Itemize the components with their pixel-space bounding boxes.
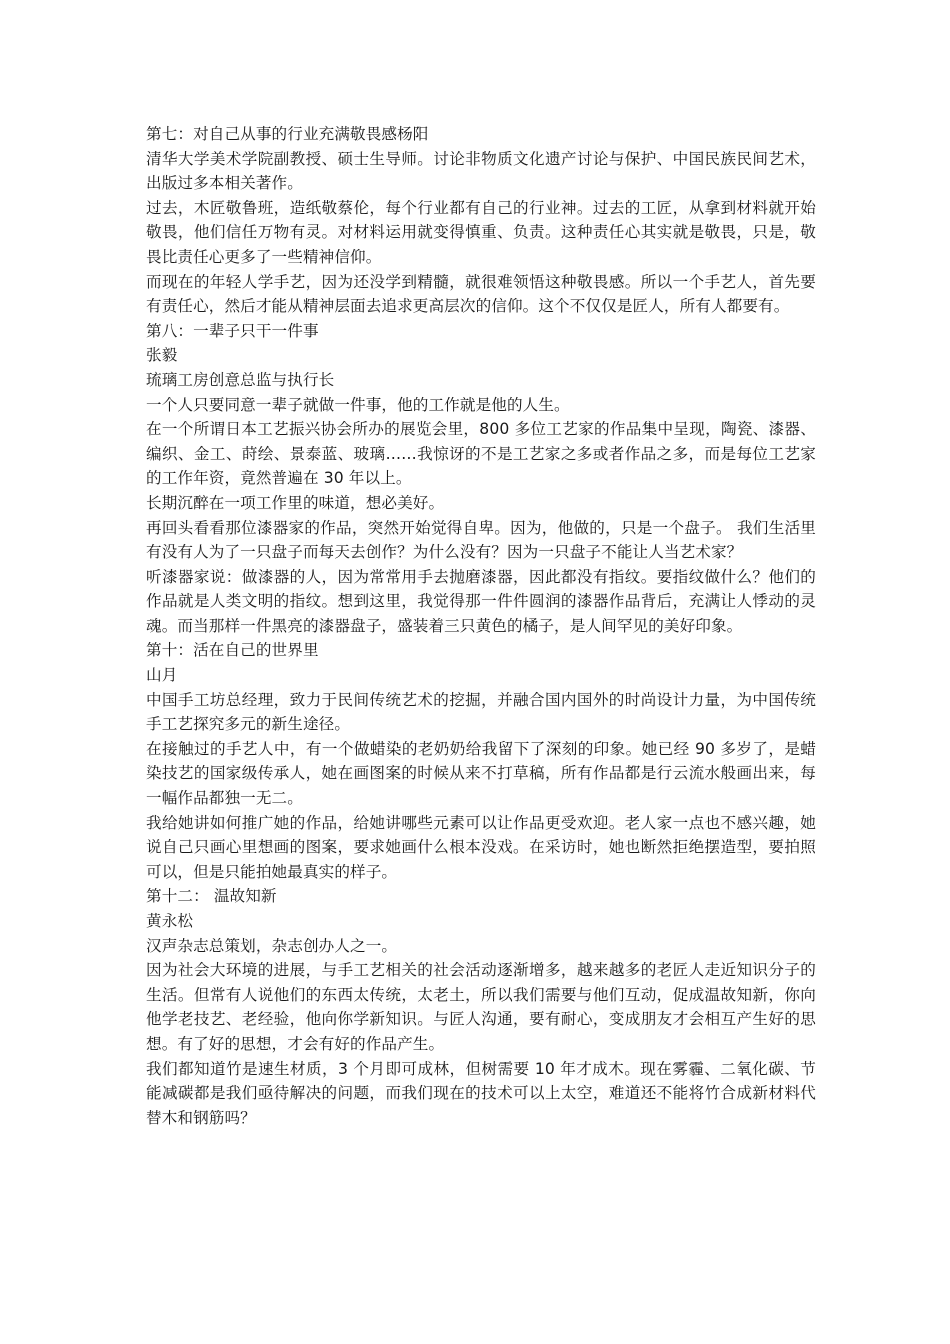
author-name: 张毅 xyxy=(146,346,178,365)
section-heading-10: 第十：活在自己的世界里 xyxy=(146,641,319,660)
document-body xyxy=(146,122,816,1130)
paragraph: 过去，木匠敬鲁班，造纸敬蔡伦，每个行业都有自己的行业神。过去的工匠，从拿到材料就开始敬畏，他们信任万物有灵。对材料运用就变得慎重、负责。这种责任心其实就是敬畏，只是，敬畏比责任心更多了一些精神信仰。 xyxy=(146,198,816,266)
author-title: 汉声杂志总策划，杂志创办人之一。 xyxy=(146,936,398,955)
paragraph: 我给她讲如何推广她的作品，给她讲哪些元素可以让作品更受欢迎。老人家一点也不感兴趣，她说自己只画心里想画的图案，要求她画什么根本没戏。在采访时，她也断然拒绝摆造型，要拍照可以，但是只能拍她最真实的样子。 xyxy=(146,813,816,881)
section-heading-7: 第七：对自己从事的行业充满敬畏感杨阳 xyxy=(146,125,429,143)
paragraph: 因为社会大环境的进展，与手工艺相关的社会活动逐渐增多，越来越多的老匠人走近知识分子的生活。但常有人说他们的东西太传统，太老土，所以我们需要与他们互动，促成温故知新，你向他学老技艺、老经验，他向你学新知识。与匠人沟通，要有耐心，变成朋友才会相互产生好的思想。有了好的思想，才会有好的作品产生。 xyxy=(146,961,816,1053)
paragraph: 再回头看看那位漆器家的作品，突然开始觉得自卑。因为，他做的，只是一个盘子。 我们生活里有没有人为了一只盘子而每天去创作？为什么没有？因为一只盘子不能让人当艺术家？ xyxy=(146,518,816,562)
paragraph: 听漆器家说：做漆器的人，因为常常用手去抛磨漆器，因此都没有指纹。要指纹做什么？他们的作品就是人类文明的指纹。想到这里，我觉得那一件件圆润的漆器作品背后，充满让人悸动的灵魂。而当那样一件黑亮的漆器盘子，盛装着三只黄色的橘子，是人间罕见的美好印象。 xyxy=(146,567,816,635)
paragraph: 而现在的年轻人学手艺，因为还没学到精髓，就很难领悟这种敬畏感。所以一个手艺人，首先要有责任心，然后才能从精神层面去追求更高层次的信仰。这个不仅仅是匠人，所有人都要有。 xyxy=(146,272,816,316)
author-name: 山月 xyxy=(146,666,178,685)
author-name: 黄永松 xyxy=(146,912,194,930)
paragraph: 我们都知道竹是速生材质，3 个月即可成林，但树需要 10 年才成木。现在雾霾、二氧化碳、节能减碳都是我们亟待解决的问题，而我们现在的技术可以上太空，难道还不能将竹合成新材料代替木和钢筋吗？ xyxy=(146,1059,816,1127)
author-title: 中国手工坊总经理，致力于民间传统艺术的挖掘，并融合国内国外的时尚设计力量，为中国传统手工艺探究多元的新生途径。 xyxy=(146,690,816,734)
paragraph: 清华大学美术学院副教授、硕士生导师。讨论非物质文化遗产讨论与保护、中国民族民间艺术，出版过多本相关著作。 xyxy=(146,149,816,193)
author-title: 琉璃工房创意总监与执行长 xyxy=(146,370,335,389)
paragraph: 在一个所谓日本工艺振兴协会所办的展览会里，800 多位工艺家的作品集中呈现，陶瓷、漆器、编织、金工、莳绘、景泰蓝、玻璃……我惊讶的不是工艺家之多或者作品之多，而是每位工艺家的工作年资，竟然普遍在 30 年以上。 xyxy=(146,420,816,488)
paragraph: 一个人只要同意一辈子就做一件事，他的工作就是他的人生。 xyxy=(146,395,570,414)
paragraph: 在接触过的手艺人中，有一个做蜡染的老奶奶给我留下了深刻的印象。她已经 90 多岁了，是蜡染技艺的国家级传承人，她在画图案的时候从来不打草稿，所有作品都是行云流水般画出来，每一幅作品都独一无二。 xyxy=(146,739,816,808)
paragraph: 长期沉醉在一项工作里的味道，想必美好。 xyxy=(146,493,445,512)
section-heading-12: 第十二： 温故知新 xyxy=(146,887,277,906)
section-heading-8: 第八：一辈子只干一件事 xyxy=(146,321,319,340)
